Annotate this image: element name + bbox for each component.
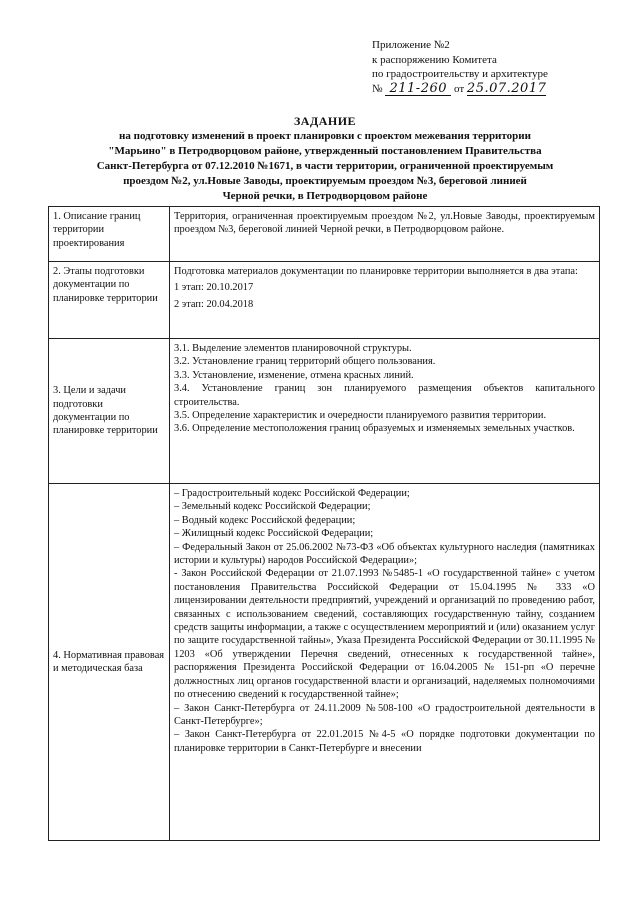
legal-item: – Закон Санкт-Петербурга от 24.11.2009 №508-100 «О градостроительной деятельности в Санкт-Петербурге»; xyxy=(174,702,595,727)
annex-line-2: к распоряжению Комитета xyxy=(372,53,497,66)
legal-item: – Водный кодекс Российской федерации; xyxy=(174,514,356,526)
title-line: на подготовку изменений в проект планировки с проектом межевания территории xyxy=(119,130,531,142)
title-line: Черной речки, в Петродворцовом районе xyxy=(222,190,428,202)
legal-item: - Закон Российской Федерации от 21.07.1993 №5485-1 «О государственной тайне» с учетом постановления Правительства Российской Федерации от 15.04.1995 № 333 «О лицензировании деятельности предприятий, учреждений и организаций по проведению работ, связанных с использованием сведений, составляющих государственную тайну, созданием средств защиты информации, а также с осуществлением мероприятий и (или) оказанием услуг по защите государственной тайны», Указа Президента Российской Федерации от 30.11.1995 № 1203 «Об утверждении Перечня сведений, отнесенных к государственной тайне», распоряжения Президента Российской Федерации от 16.04.2005 № 151-рп «О перечне должностных лиц органов государственной власти и организаций, наделяемых полномочиями по отнесению сведений к государственной тайне»; xyxy=(174,568,596,701)
row-content xyxy=(170,339,600,484)
annex-number-prefix: № xyxy=(372,82,383,95)
goal-item: 3.4. Установление границ зон планируемого размещения объектов капитального строительства. xyxy=(174,383,595,408)
annex-line-3: по градостроительству и архитектуре xyxy=(372,68,548,80)
title-line: "Марьино" в Петродворцовом районе, утвержденный постановлением Правительства xyxy=(108,145,542,157)
table-row xyxy=(49,207,600,262)
annex-number: 211-260 xyxy=(385,83,451,96)
table-row xyxy=(49,484,600,841)
annex-line-1: Приложение №2 xyxy=(372,39,450,51)
annex-block xyxy=(372,38,622,96)
legal-item: – Закон Санкт-Петербурга от 22.01.2015 №4-5 «О порядке подготовки документации по планировке территории в Санкт-Петербурге и внесении xyxy=(174,729,595,754)
goal-item: 3.3. Установление, изменение, отмена красных линий. xyxy=(174,369,414,381)
legal-item: – Федеральный Закон от 25.06.2002 №73-ФЗ «Об объектах культурного наследия (памятниках истории и культуры) народов Российской Федерации»; xyxy=(174,541,595,567)
row-label: 4. Нормативная правовая и методическая база xyxy=(49,484,170,841)
title-line: Санкт-Петербурга от 07.12.2010 №1671, в части территории, ограниченной проектируемым xyxy=(96,160,554,172)
legal-item: – Градостроительный кодекс Российской Федерации; xyxy=(174,488,410,499)
legal-item: – Земельный кодекс Российской Федерации; xyxy=(174,501,371,513)
goal-item: 3.1. Выделение элементов планировочной структуры. xyxy=(174,343,412,354)
legal-item: – Жилищный кодекс Российской Федерации; xyxy=(174,528,374,540)
annex-number-line xyxy=(372,82,622,97)
table-row xyxy=(49,339,600,484)
stages-intro: Подготовка материалов документации по планировке территории выполняется в два этапа: xyxy=(174,266,578,277)
row-content xyxy=(170,484,600,841)
row-label: 1. Описание границ территории проектирования xyxy=(49,207,170,262)
task-table xyxy=(48,206,600,841)
stage-item: 1 этап: 20.10.2017 xyxy=(174,282,254,294)
row-label: 2. Этапы подготовки документации по планировке территории xyxy=(49,262,170,339)
table-row xyxy=(49,262,600,339)
goal-item: 3.5. Определение характеристик и очередности планируемого развития территории. xyxy=(174,410,547,422)
row-content: Территория, ограниченная проектируемым проездом №2, ул.Новые Заводы, проектируемым проездом №3, береговой линией Черной речки, в Петродворцовом районе. xyxy=(170,207,600,262)
title-line: проездом №2, ул.Новые Заводы, проектируемым проездом №3, береговой линией xyxy=(123,175,527,187)
title-heading: ЗАДАНИЕ xyxy=(293,114,357,128)
goal-item: 3.2. Установление границ территорий общего пользования. xyxy=(174,356,436,368)
row-label: 3. Цели и задачи подготовки документации по планировке территории xyxy=(49,339,170,484)
annex-date: 25.07.2017 xyxy=(466,80,547,96)
goal-item: 3.6. Определение местоположения границ образуемых и изменяемых земельных участков. xyxy=(174,423,575,435)
document-title xyxy=(50,114,600,204)
row-content xyxy=(170,262,600,339)
stage-item: 2 этап: 20.04.2018 xyxy=(174,298,254,310)
annex-date-prefix: от xyxy=(454,82,465,95)
